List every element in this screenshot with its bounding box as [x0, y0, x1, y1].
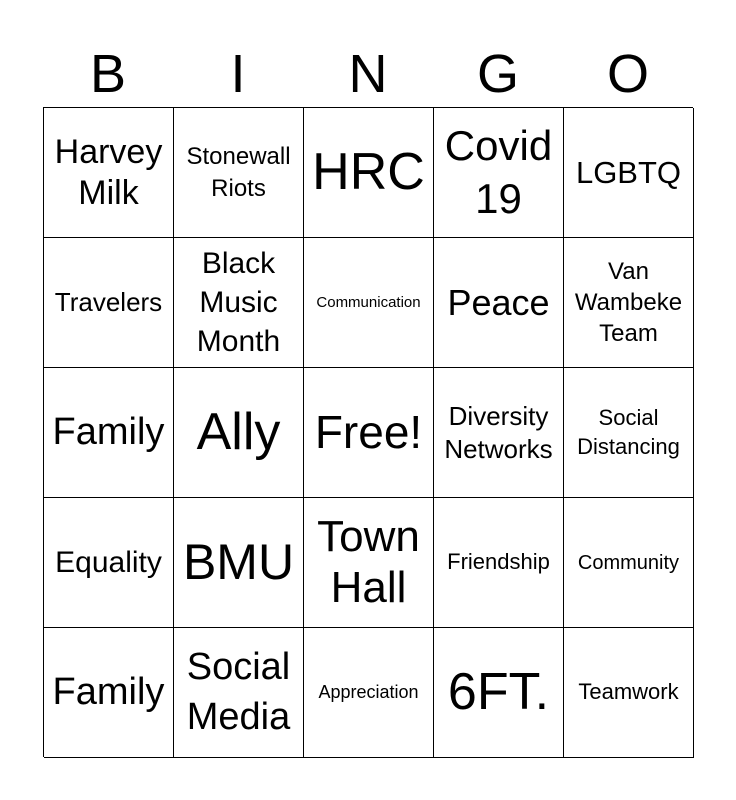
bingo-cell[interactable] [174, 108, 304, 238]
bingo-cell[interactable] [44, 368, 174, 498]
bingo-cell[interactable] [434, 238, 564, 368]
bingo-cell-label: BMU [182, 534, 295, 590]
bingo-cell-label: Covid 19 [444, 122, 553, 222]
bingo-cell[interactable] [564, 628, 694, 758]
bingo-cell[interactable] [174, 368, 304, 498]
bingo-cell[interactable] [44, 238, 174, 368]
bingo-cell[interactable] [434, 628, 564, 758]
bingo-cell-label: Family [52, 670, 165, 713]
bingo-cell-label: Communication [316, 293, 421, 311]
bingo-cell-label: Free! [314, 406, 423, 459]
bingo-cell[interactable] [174, 498, 304, 628]
header-letter-o: O [606, 44, 649, 104]
bingo-cell-label: Town Hall [317, 511, 420, 612]
bingo-cell-label: Diversity Networks [444, 401, 553, 464]
bingo-cell[interactable] [44, 628, 174, 758]
bingo-cell-label: Friendship [447, 549, 550, 575]
bingo-cell[interactable] [304, 628, 434, 758]
bingo-cell-label: Social Media [186, 646, 291, 738]
bingo-cell-label: Harvey Milk [54, 132, 163, 212]
header-letter-i: I [230, 44, 246, 104]
bingo-cell-label: Ally [196, 402, 281, 461]
bingo-cell-label: Teamwork [578, 679, 679, 705]
bingo-cell-label: Family [52, 410, 165, 453]
bingo-cell[interactable] [434, 498, 564, 628]
bingo-cell[interactable] [44, 498, 174, 628]
bingo-cell[interactable] [174, 628, 304, 758]
bingo-cell-label: Equality [55, 545, 162, 579]
bingo-header [43, 42, 693, 106]
bingo-cell-label: Community [577, 551, 680, 574]
bingo-cell[interactable] [564, 368, 694, 498]
bingo-cell-label: Travelers [54, 286, 163, 317]
bingo-cell-label: Stonewall Riots [186, 143, 291, 202]
bingo-card-grid [43, 107, 693, 757]
bingo-cell[interactable] [434, 108, 564, 238]
bingo-cell[interactable] [304, 368, 434, 498]
bingo-cell[interactable] [564, 238, 694, 368]
bingo-cell[interactable] [564, 498, 694, 628]
bingo-cell[interactable] [304, 498, 434, 628]
bingo-cell-label: Social Distancing [577, 404, 680, 459]
header-letter-g: G [476, 44, 519, 104]
header-letter-b: B [89, 44, 127, 104]
bingo-cell[interactable] [564, 108, 694, 238]
bingo-cell-label: LGBTQ [575, 154, 682, 190]
bingo-cell[interactable] [434, 368, 564, 498]
bingo-cell[interactable] [304, 108, 434, 238]
bingo-cell-label: Peace [447, 281, 550, 323]
bingo-cell-label: Appreciation [318, 681, 419, 702]
bingo-cell-label: Van Wambeke Team [574, 257, 683, 348]
bingo-cell[interactable] [174, 238, 304, 368]
bingo-cell[interactable] [44, 108, 174, 238]
header-letter-n: N [348, 44, 388, 104]
bingo-cell[interactable] [304, 238, 434, 368]
bingo-cell-label: Black Music Month [196, 247, 281, 358]
bingo-cell-label: HRC [312, 142, 425, 201]
bingo-cell-label: 6FT. [447, 662, 550, 721]
